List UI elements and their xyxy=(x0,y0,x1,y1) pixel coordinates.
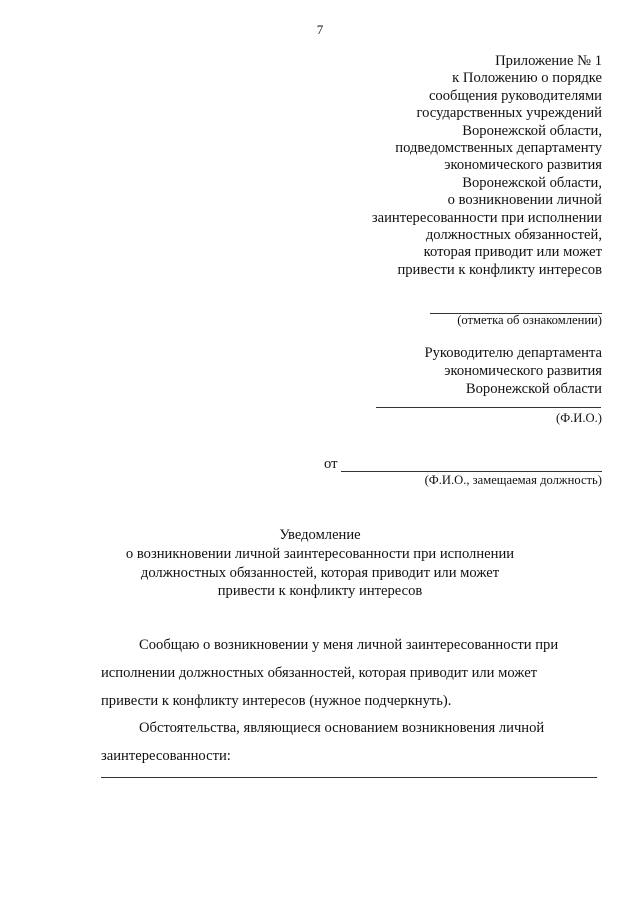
page-number: 7 xyxy=(316,22,324,37)
title-line: Уведомление xyxy=(279,527,361,543)
title-line: должностных обязанностей, которая приводит или может xyxy=(140,564,500,581)
addressee-line: экономического развития xyxy=(444,363,602,379)
notification-body xyxy=(101,632,601,771)
from-prefix: от xyxy=(324,456,338,472)
from-label: (Ф.И.О., замещаемая должность) xyxy=(424,473,602,487)
addressee-block xyxy=(302,344,602,398)
appendix-line: о возникновении личной xyxy=(447,192,602,209)
appendix-line: экономического развития xyxy=(444,157,602,174)
appendix-line: привести к конфликту интересов xyxy=(397,261,602,278)
appendix-line: Воронежской области, xyxy=(462,122,602,139)
addressee-line: Руководителю департамента xyxy=(424,345,602,361)
circumstances-fill-line xyxy=(101,777,597,778)
body-line: Обстоятельства, являющиеся основанием возникновения личной xyxy=(139,720,545,737)
appendix-line: государственных учреждений xyxy=(416,105,602,122)
appendix-line: Воронежской области, xyxy=(462,174,602,191)
acknowledgement-label: (отметка об ознакомлении) xyxy=(457,313,602,327)
appendix-line: сообщения руководителями xyxy=(428,87,602,104)
from-fill-line xyxy=(341,471,602,472)
body-line: Сообщаю о возникновении у меня личной заинтересованности при xyxy=(139,637,559,653)
notification-title xyxy=(0,526,640,601)
addressee-fio-line xyxy=(376,407,601,408)
title-line: о возникновении личной заинтересованности при исполнении xyxy=(125,545,515,562)
body-line: исполнении должностных обязанностей, которая приводит или может xyxy=(101,664,538,681)
title-line: привести к конфликту интересов xyxy=(217,583,423,600)
addressee-line: Воронежской области xyxy=(465,381,602,397)
body-line: заинтересованности: xyxy=(101,748,231,765)
appendix-line: подведомственных департаменту xyxy=(395,140,602,157)
addressee-fio-label: (Ф.И.О.) xyxy=(556,411,602,425)
appendix-line: заинтересованности при исполнении xyxy=(371,209,602,226)
appendix-line: должностных обязанностей, xyxy=(425,227,602,244)
appendix-line: Приложение № 1 xyxy=(495,53,602,69)
appendix-line: которая приводит или может xyxy=(423,244,602,261)
appendix-line: к Положению о порядке xyxy=(452,70,602,87)
appendix-header xyxy=(302,53,602,279)
body-line: привести к конфликту интересов (нужное подчеркнуть). xyxy=(101,692,452,709)
